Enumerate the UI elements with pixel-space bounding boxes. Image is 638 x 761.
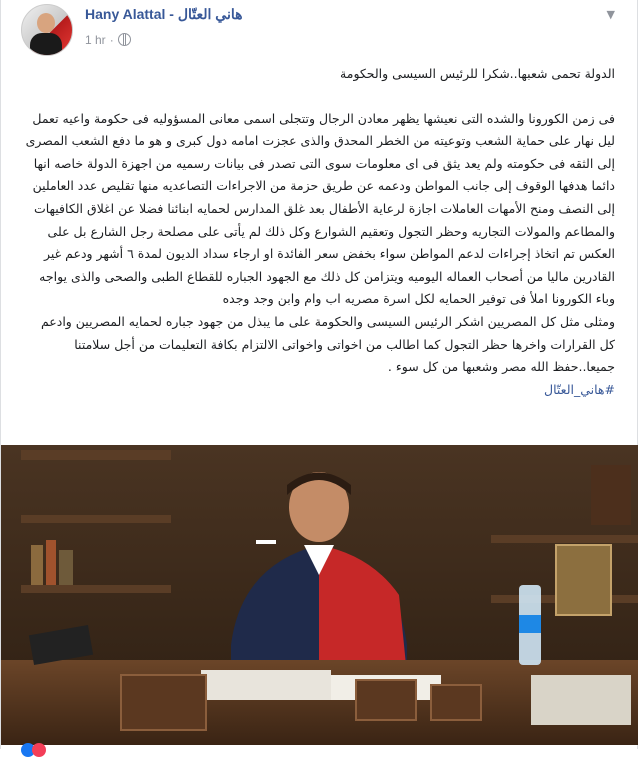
photo-image (1, 445, 638, 745)
post-header (1, 0, 637, 62)
post-hashtag[interactable]: #هاني_العتّال (544, 381, 615, 397)
reactions-row[interactable] (21, 742, 46, 761)
post-body (23, 63, 615, 401)
post-paragraph-1: الدولة تحمى شعبها..شكرا للرئيس السيسى والحكومة (340, 66, 615, 81)
globe-icon[interactable] (118, 33, 131, 46)
chevron-down-icon[interactable]: ▼ (606, 8, 615, 21)
post-paragraph-2: فى زمن الكورونا والشده التى نعيشها يظهر معادن الرجال وتتجلى اسمى معانى المسؤوليه فى حكومة واعيه تعمل ليل نهار على حماية الشعب وتوعيته من الخطر المحدق والذى عجزت امامه دول كبرى و هو ما دفع الشعب المصرى إلى الثقه فى حكومته ولم يعد يثق فى اى معلومات سوى التى تصدر فى بيانات رسميه من اجهزة الدولة خاصه انها دائما هدفها الوقوف إلى جانب المواطن ودعمه عن طريق حزمة من الاجراءات التصاعديه منها تقليص عدد العاملين إلى النصف ومنح الأمهات العاملات اجازة لرعاية الأطفال بعد غلق المدارس لحمايه ابنائنا فضلا عن اغلاق الكافيهات والمطاعم والمولات التجاريه وحظر التجول وتعقيم الشوارع وكل ذلك لم يأتى على مصلحة رجل الشارع بل على العكس تم اتخاذ إجراءات لدعم المواطن سواء بخفض سعر الفائدة او ارجاء سداد الديون لمدة ٦ أشهر ودعم غير القادرين ماليا من أصحاب العماله اليوميه ويتزامن كل ذلك مع الجهود الجباره للقطاع الطبى والصحى والذى يواجه وباء الكورونا املأ فى توفير الحمايه لكل اسرة مصريه اب وام وابن وجد وجده (25, 110, 615, 307)
post-timestamp[interactable]: 1 hr (85, 33, 106, 47)
author-avatar[interactable] (21, 4, 73, 56)
love-icon (32, 743, 46, 757)
post-photo[interactable] (1, 445, 638, 745)
post-paragraph-3: ومثلى مثل كل المصريين اشكر الرئيس السيسى والحكومة على ما يبذل من جهود جباره لحمايه المصريين وادعم كل القرارات واخرها حظر التجول كما اطالب من اخواتى واخواتى الالتزام بكافة التعليمات من أجل سلامتنا جميعا..حفظ الله مصر وشعبها من كل سوء . (40, 313, 615, 375)
author-name[interactable]: Hany Alattal - هاني العتّال (85, 6, 243, 22)
avatar-head (37, 13, 55, 33)
post-meta (85, 33, 131, 47)
meta-separator: · (109, 33, 114, 47)
avatar-torso (30, 33, 62, 55)
